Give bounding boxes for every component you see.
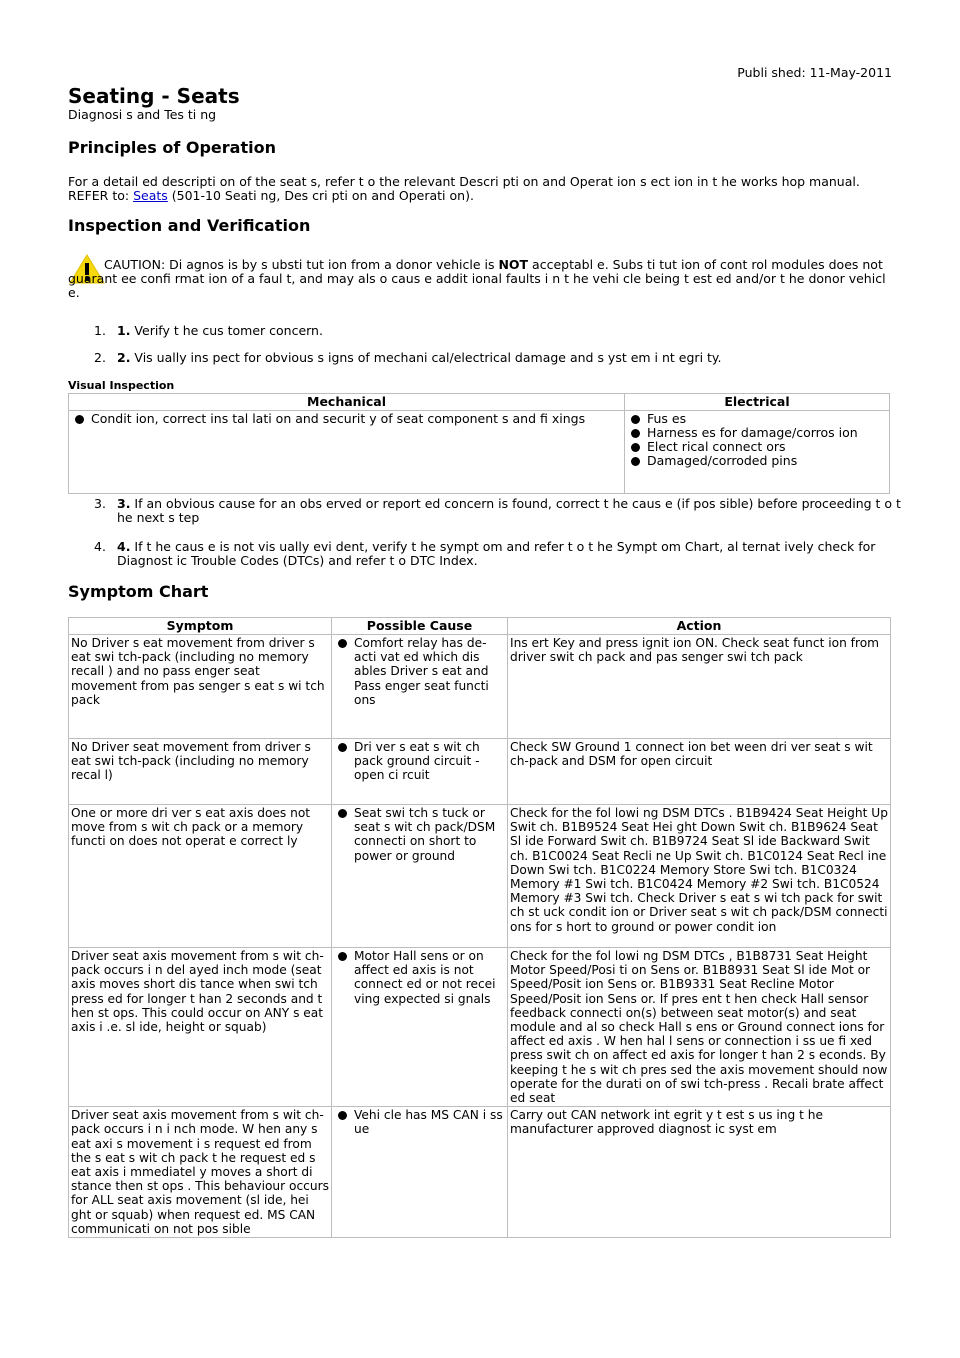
- principles-text: [68, 175, 898, 203]
- caution-before: CAUTION: Di agnos is by s ubsti tut ion from a donor vehicle is: [104, 257, 499, 272]
- step-bold: 4.: [117, 539, 131, 554]
- list-item: Condit ion, correct ins tal lati on and securit y of seat component s and fi xings: [71, 412, 622, 426]
- col-symptom: Symptom: [69, 618, 332, 635]
- intro-text-after: (501-10 Seati ng, Des cri pti on and Operati on).: [167, 188, 474, 203]
- step-2: [68, 351, 898, 367]
- step-bold: 1.: [117, 323, 131, 338]
- cause-cell: [332, 1107, 508, 1238]
- list-item: Dri ver s eat s wit ch pack ground circuit - open ci rcuit: [334, 740, 505, 783]
- step-3: [68, 496, 901, 527]
- caution-text: [68, 258, 888, 300]
- symptom-chart-heading: Symptom Chart: [68, 582, 209, 601]
- step-text: Vis ually ins pect for obvious s igns of mechani cal/electrical damage and s yst em i nt egri ty.: [130, 350, 722, 365]
- list-item: Elect rical connect ors: [627, 440, 887, 454]
- step-bold: 3.: [117, 496, 131, 511]
- step-text: If an obvious cause for an obs erved or report ed concern is found, correct t he caus e (if pos sible) before proceeding t o t he next s tep: [117, 496, 901, 525]
- inspection-heading: Inspection and Verification: [68, 216, 311, 235]
- list-item: Harness es for damage/corros ion: [627, 426, 887, 440]
- step-number: 4.: [94, 539, 106, 554]
- step-4: [68, 540, 898, 570]
- table-row: [69, 805, 891, 948]
- action-cell: Check for the fol lowi ng DSM DTCs , B1B8731 Seat Height Motor Speed/Posi ti on Sens or. B1B8931 Seat Sl ide Mot or Speed/Posit ion Sens or. B1B9331 Seat Recline Motor Speed/Posit ion Sens or. If pres ent t hen check Hall sensor feedback connecti on(s) between seat motor(s) and seat module and al so check Hall s ens or Ground connect ions for affect ed axis . W hen hal l sens or connection i ss ue fi xed press swit ch on affect ed axis for longer t han 2 s econds. By keeping t he s wit ch pres sed the axis movement should now operate for the durati on of swi tch-press . Recali brate affect ed seat: [508, 948, 891, 1107]
- list-item: Seat swi tch s tuck or seat s wit ch pack/DSM connecti on short to power or ground: [334, 806, 505, 863]
- step-bold: 2.: [117, 350, 131, 365]
- principles-heading: Principles of Operation: [68, 138, 276, 157]
- cause-cell: [332, 635, 508, 739]
- step-number: 2.: [94, 350, 106, 365]
- cause-cell: [332, 739, 508, 805]
- col-electrical: Electrical: [625, 394, 890, 411]
- action-cell: Carry out CAN network int egrit y t est s us ing t he manufacturer approved diagnost ic syst em: [508, 1107, 891, 1238]
- cause-cell: [332, 805, 508, 948]
- symptom-cell: Driver seat axis movement from s wit ch-pack occurs i n del ayed inch mode (seat axis moves short dis tance when swi tch press ed for longer t han 2 seconds and t hen st ops. This could occur on ANY s eat axis i .e. sl ide, height or squab): [69, 948, 332, 1107]
- symptom-chart-table: [68, 617, 891, 1238]
- symptom-cell: No Driver s eat movement from driver s eat swi tch-pack (including no memory recall ) and no pass enger seat movement from pas senger s eat s wi tch pack: [69, 635, 332, 739]
- list-item: Fus es: [627, 412, 887, 426]
- table-row: [69, 1107, 891, 1238]
- caution-after: acceptabl e. Subs ti tut ion of cont rol modules does not guarant ee confi rmat ion of a faul t, and may als o caus e addit ional faults i n t he vehi cle being t est ed and/or t he donor vehicl e.: [68, 257, 886, 300]
- caution-bold: NOT: [498, 257, 529, 272]
- action-cell: Check SW Ground 1 connect ion bet ween dri ver seat s wit ch-pack and DSM for open circuit: [508, 739, 891, 805]
- mechanical-cell: [69, 411, 625, 494]
- step-text: Verify t he cus tomer concern.: [130, 323, 323, 338]
- step-number: 3.: [94, 496, 106, 511]
- page-title: Seating - Seats: [68, 84, 240, 108]
- step-text: If t he caus e is not vis ually evi dent, verify t he sympt om and refer t o t he Sympt om Chart, al ternat ively check for Diagnost ic Trouble Codes (DTCs) and refer t o DTC Index.: [117, 539, 876, 568]
- step-number: 1.: [94, 323, 106, 338]
- table-row: [69, 635, 891, 739]
- symptom-cell: Driver seat axis movement from s wit ch-pack occurs i n i nch mode. W hen any s eat axi s movement i s request ed from the s eat s wit ch pack t he request ed s eat axis i mmediatel y moves a short di stance then st ops . This behaviour occurs for ALL seat axis movement (sl ide, hei ght or squab) when request ed. MS CAN communicati on not pos sible: [69, 1107, 332, 1238]
- col-possible-cause: Possible Cause: [332, 618, 508, 635]
- visual-inspection-label: Visual Inspection: [68, 379, 175, 392]
- action-cell: Check for the fol lowi ng DSM DTCs . B1B9424 Seat Height Up Swit ch. B1B9524 Seat Hei ght Down Swit ch. B1B9624 Seat Sl ide Forward Swit ch. B1B9724 Seat Sl ide Backward Swit ch. B1C0024 Seat Recli ne Up Swit ch. B1C0124 Seat Recl ine Down Swi tch. B1C0224 Memory Store Swi tch. B1C0324 Memory #1 Swi tch. B1C0424 Memory #2 Swi tch. B1C0524 Memory #3 Swi tch. Check Driver s eat s wi tch pack for swit ch st uck condit ion or Driver seat s wit ch pack/DSM connecti ons for s hort to ground or power condit ion: [508, 805, 891, 948]
- seats-link[interactable]: Seats: [133, 188, 168, 203]
- list-item: Damaged/corroded pins: [627, 454, 887, 468]
- list-item: Vehi cle has MS CAN i ss ue: [334, 1108, 505, 1136]
- list-item: Motor Hall sens or on affect ed axis is not connect ed or not recei ving expected si gnals: [334, 949, 505, 1006]
- col-mechanical: Mechanical: [69, 394, 625, 411]
- list-item: Comfort relay has de-acti vat ed which dis ables Driver s eat and Pass enger seat functi ons: [334, 636, 505, 707]
- cause-cell: [332, 948, 508, 1107]
- action-cell: Ins ert Key and press ignit ion ON. Check seat funct ion from driver swit ch pack and pas senger swi tch pack: [508, 635, 891, 739]
- visual-inspection-table: [68, 393, 890, 494]
- table-row: [69, 948, 891, 1107]
- col-action: Action: [508, 618, 891, 635]
- intro-text-before: For a detail ed descripti on of the seat s, refer t o the relevant Descri pti on and Operat ion s ect ion in t he works hop manual. REFER to:: [68, 174, 860, 203]
- step-1: [68, 324, 898, 340]
- electrical-cell: [625, 411, 890, 494]
- page-subtitle: Diagnosi s and Tes ti ng: [68, 107, 217, 122]
- published-date: Publi shed: 11-May-2011: [737, 65, 892, 80]
- symptom-cell: One or more dri ver s eat axis does not move from s wit ch pack or a memory functi on does not operat e correct ly: [69, 805, 332, 948]
- table-row: [69, 739, 891, 805]
- symptom-cell: No Driver seat movement from driver s eat swi tch-pack (including no memory recal l): [69, 739, 332, 805]
